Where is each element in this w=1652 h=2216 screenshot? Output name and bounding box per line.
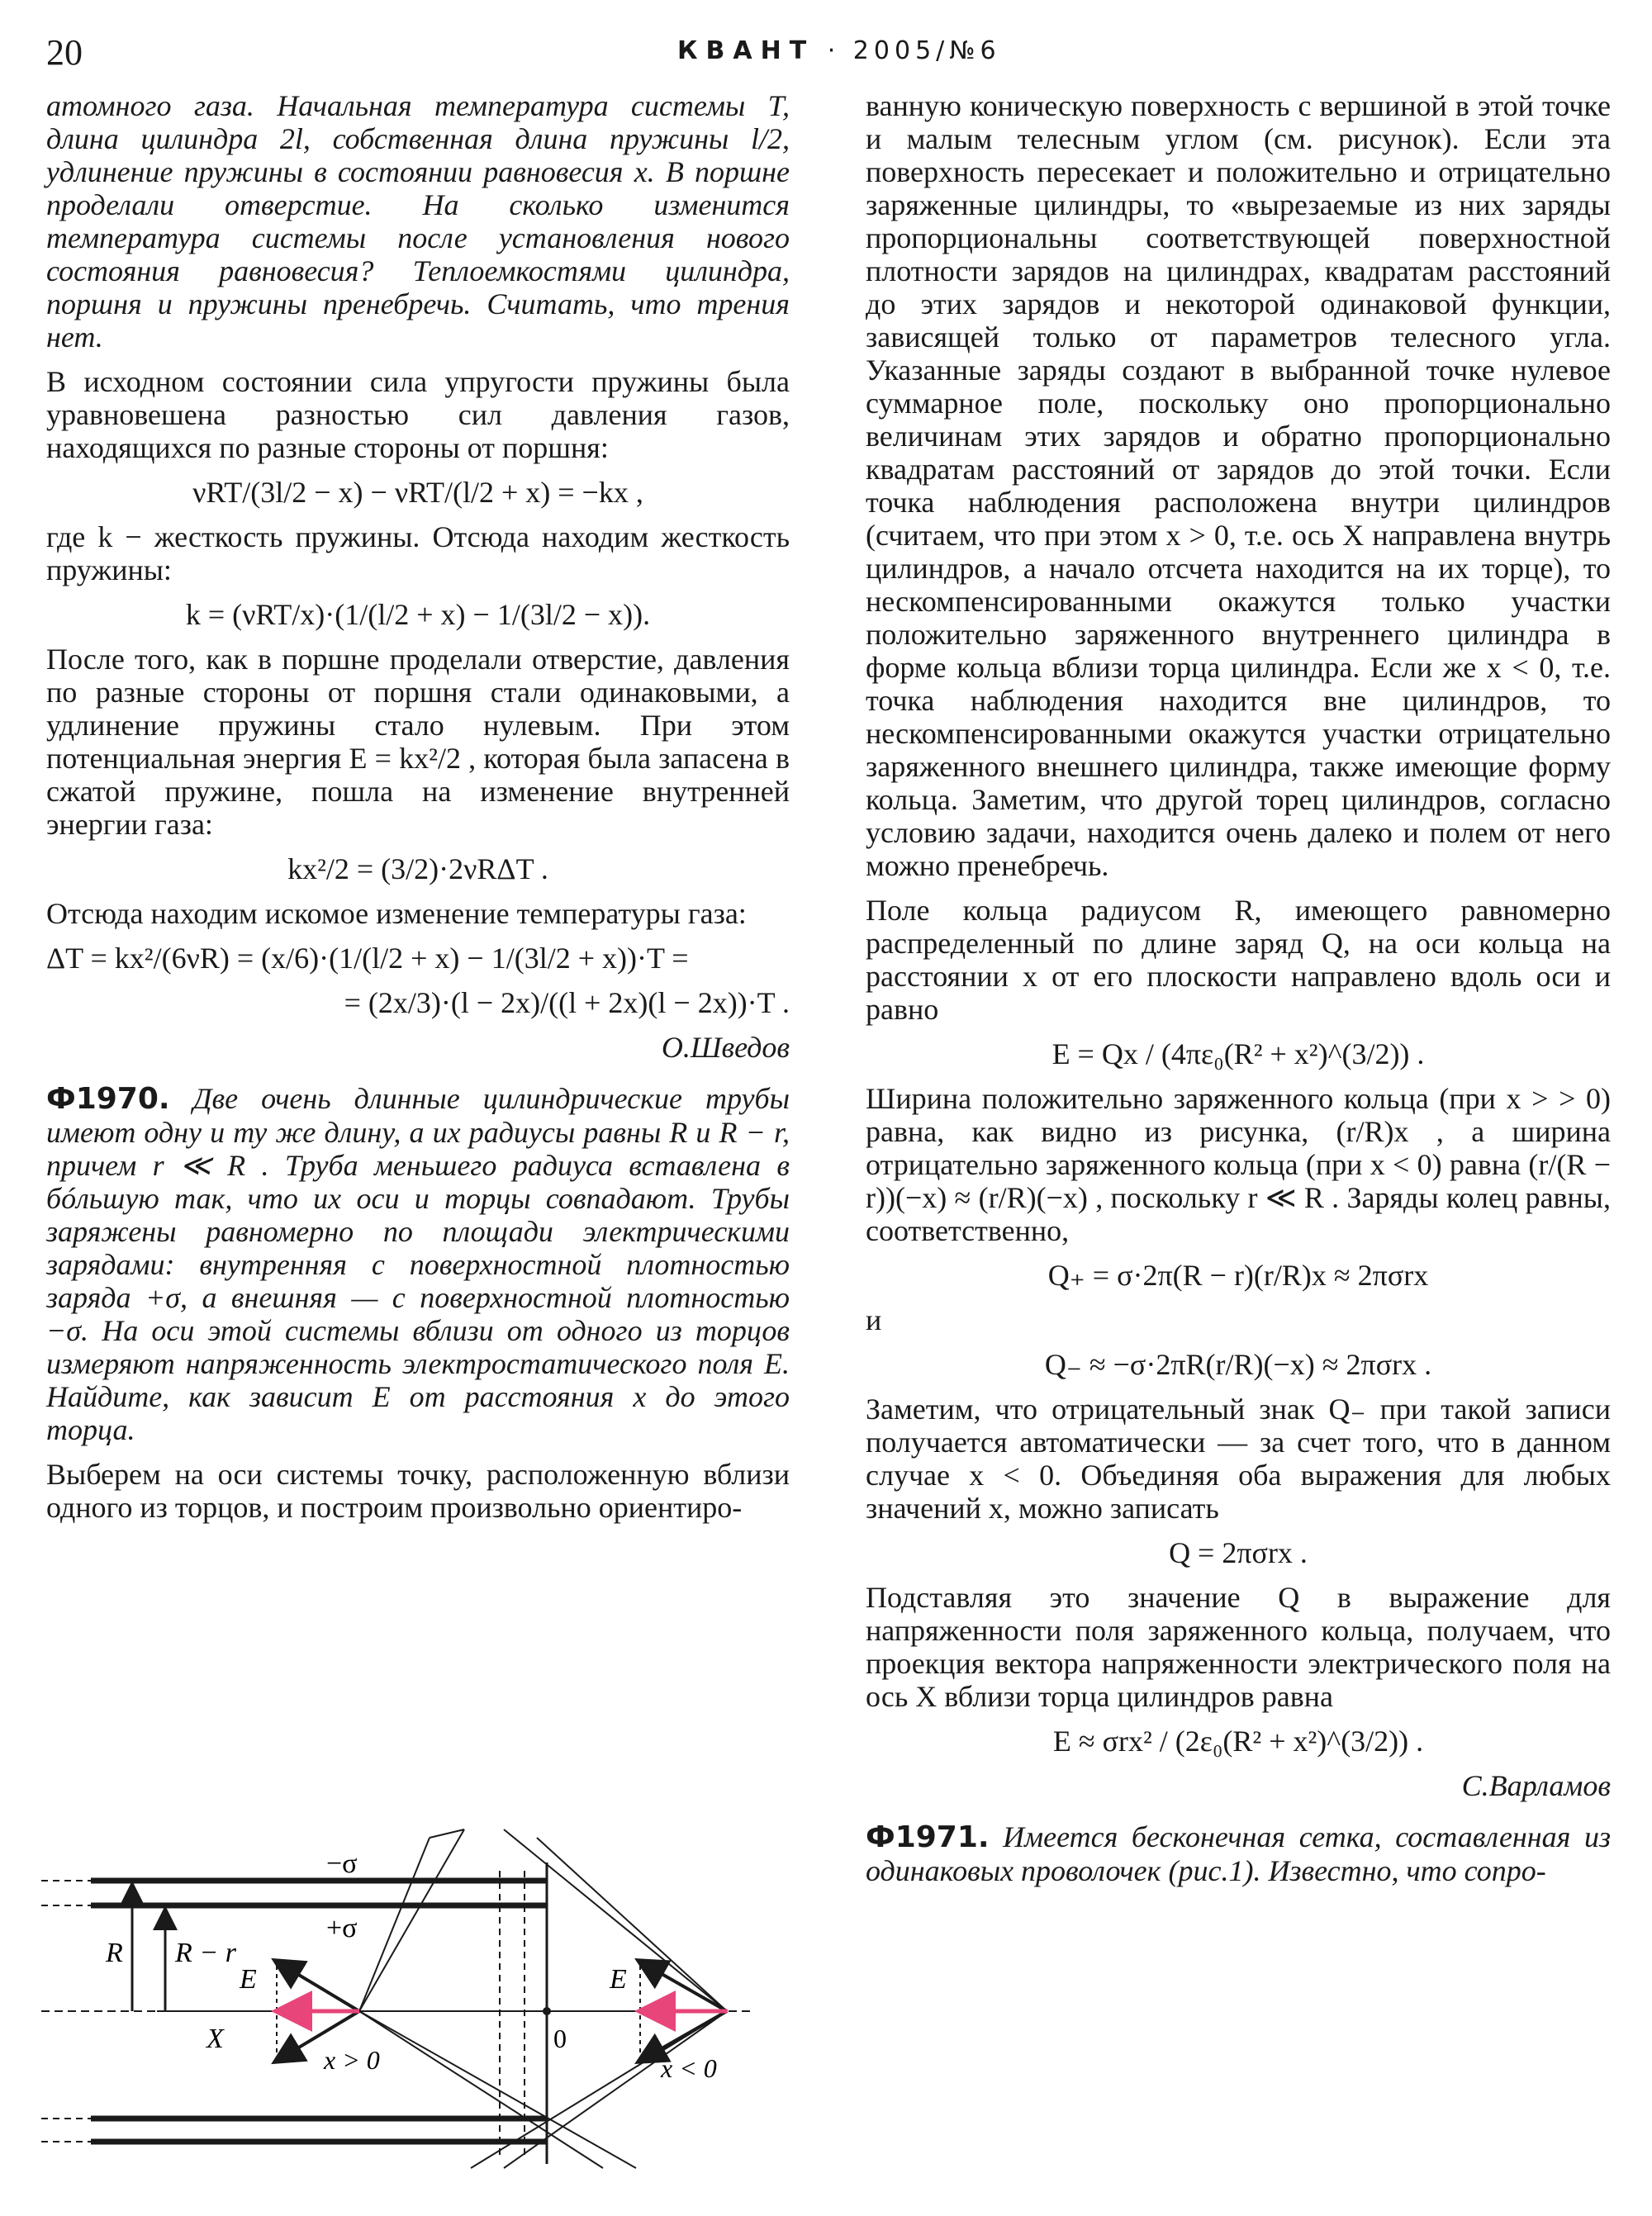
author-signature-1: О.Шведов (661, 1031, 790, 1064)
equation-delta-t-line2: = (2x/3)·(l − 2x)/((l + 2x)(l − 2x))·T . (344, 986, 790, 1019)
page-number: 20 (46, 32, 83, 73)
equation-force-balance: νRT/(3l/2 − x) − νRT/(l/2 + x) = −kx , (192, 476, 643, 509)
label-x-axis: X (206, 2024, 224, 2054)
problem-text-1970: Две очень длинные цилиндрические трубы имеют одну и ту же длину, а их радиусы равны R и R − r, причем r ≪ R . Труба меньшего радиуса вставлена в бóльшую так, что их оси и торцы совпадают. Трубы заряжены равномерно по площади электрическими зарядами: внутренняя с поверхностной плотностью заряда +σ, а внешняя — с поверхностной плотностью −σ. На оси этой системы вблизи от одного из торцов измеряют напряженность электростатического поля E. Найдите, как зависит E от расстояния x до этого торца. (46, 1082, 790, 1446)
label-r: R (106, 1938, 123, 1968)
cylinders-figure (41, 1813, 793, 2176)
label-origin: 0 (553, 2024, 567, 2053)
label-plus-sigma: +σ (326, 1913, 358, 1943)
label-x-positive: x > 0 (324, 2045, 380, 2075)
author-signature-2: С.Варламов (1461, 1769, 1611, 1802)
label-r-minus-r: R − r (175, 1938, 236, 1968)
issue-number: · 2005/№6 (827, 36, 1001, 65)
equation-energy: kx²/2 = (3/2)·2νRΔT . (287, 852, 548, 885)
equation-delta-t-line1: ΔT = kx²/(6νR) = (x/6)·(1/(l/2 + x) − 1/(3l/2 + x))·T = (46, 942, 689, 975)
equation-ring-field: E = Qx / (4πε₀(R² + x²)^(3/2)) . (1051, 1037, 1425, 1070)
problem-text-1971: Имеется бесконечная сетка, составленная из одинаковых проволочек (рис.1). Известно, что сопро- (866, 1820, 1612, 1887)
problem-1970 (46, 1082, 790, 1446)
label-e-right: E (610, 1964, 627, 1995)
left-column (46, 89, 790, 1535)
right-column (866, 89, 1611, 1899)
paragraph-temperature: Отсюда находим искомое изменение температуры газа: (46, 897, 747, 930)
paragraph-energy: После того, как в поршне проделали отверстие, давления по разные стороны от поршня стали одинаковыми, а удлинение пружины стало нулевым. При этом потенциальная энергия E = kx²/2 , которая была запасена в сжатой пружине, пошла на изменение внутренней энергии газа: (46, 643, 790, 841)
paragraph-stiffness: где k − жесткость пружины. Отсюда находим жесткость пружины: (46, 520, 790, 586)
paragraph-ring-width: Ширина положительно заряженного кольца (при x > > 0) равна, как видно из рисунка, (r/R)x , а ширина отрицательно заряженного кольца (при x < 0) равна (r/(R − r))(−x) ≈ (r/R)(−x) , поскольку r ≪ R . Заряды колец равны, соответственно, (866, 1082, 1611, 1247)
label-x-negative: x < 0 (661, 2053, 717, 2083)
journal-title: КВАНТ (677, 36, 815, 65)
paragraph-sign: Заметим, что отрицательный знак Q₋ при такой записи получается автоматически — за счет того, что в данном случае x < 0. Объединяя оба выражения для любых значений x, можно записать (866, 1393, 1611, 1525)
equation-stiffness: k = (νRT/x)·(1/(l/2 + x) − 1/(3l/2 − x)). (185, 598, 651, 631)
equation-q-total: Q = 2πσrx . (1169, 1536, 1308, 1569)
paragraph-cone-analysis: ванную коническую поверхность с вершиной в этой точке и малым телесным углом (см. рисунок). Если эта поверхность пересекает и положительно и отрицательно заряженные цилиндры, то «вырезаемые из них заряды пропорциональны соответствующей поверхностной плотности зарядов на цилиндрах, квадратам расстояний до этих зарядов и некоторой одинаковой функции, зависящей только от параметров телесного угла. Указанные заряды создают в выбранной точке нулевое суммарное поле, поскольку оно пропорционально величинам этих зарядов и обратно пропорционально квадратам расстояний от зарядов до этой точки. Если точка наблюдения расположена внутри цилиндров (считаем, что при этом x > 0, т.е. ось X направлена внутрь цилиндров, а начало отсчета находится на их торце), то нескомпенсированными окажутся только участки положительно заряженного внутреннего цилиндра в форме кольца вблизи торца цилиндра. Если же x < 0, т.е. точка наблюдения находится вне цилиндров, то нескомпенсированными окажутся участки отрицательно заряженного внешнего цилиндра, также имеющие форму кольца. Заметим, что другой торец цилиндров, согласно условию задачи, находится очень далеко и полем от него можно пренебречь. (866, 89, 1611, 882)
problem-id-1971: Ф1971. (866, 1820, 990, 1854)
conjunction-and: и (866, 1303, 882, 1336)
label-minus-sigma: −σ (326, 1848, 358, 1879)
equation-q-minus: Q₋ ≈ −σ·2πR(r/R)(−x) ≈ 2πσrx . (1044, 1348, 1432, 1381)
problem-condition-tail: атомного газа. Начальная температура системы T, длина цилиндра 2l, собственная длина пружины l/2, удлинение пружины в состоянии равновесия x. В поршне проделали отверстие. На сколько изменится температура системы после установления нового состояния равновесия? Теплоемкостями цилиндра, поршня и пружины пренебречь. Считать, что трения нет. (46, 89, 790, 354)
paragraph-cone: Выберем на оси системы точку, расположенную вблизи одного из торцов, и построим произвольно ориентиро- (46, 1458, 790, 1524)
running-header (677, 36, 1001, 65)
paragraph-ring-field: Поле кольца радиусом R, имеющего равномерно распределенный по длине заряд Q, на оси кольца на расстоянии x от его плоскости направлено вдоль оси и равно (866, 894, 1611, 1026)
label-e-left: E (240, 1964, 257, 1995)
equation-q-plus: Q₊ = σ·2π(R − r)(r/R)x ≈ 2πσrx (1047, 1259, 1429, 1292)
paragraph-equilibrium: В исходном состоянии сила упругости пружины была уравновешена разностью сил давления газов, находящихся по разные стороны от поршня: (46, 365, 790, 464)
problem-1971 (866, 1820, 1611, 1887)
problem-id-1970: Ф1970. (46, 1082, 170, 1116)
equation-final-field: E ≈ σrx² / (2ε₀(R² + x²)^(3/2)) . (1052, 1725, 1424, 1758)
paragraph-substitution: Подставляя это значение Q в выражение для напряженности поля заряженного кольца, получаем, что проекция вектора напряженности электрического поля на ось X вблизи торца цилиндров равна (866, 1581, 1611, 1713)
